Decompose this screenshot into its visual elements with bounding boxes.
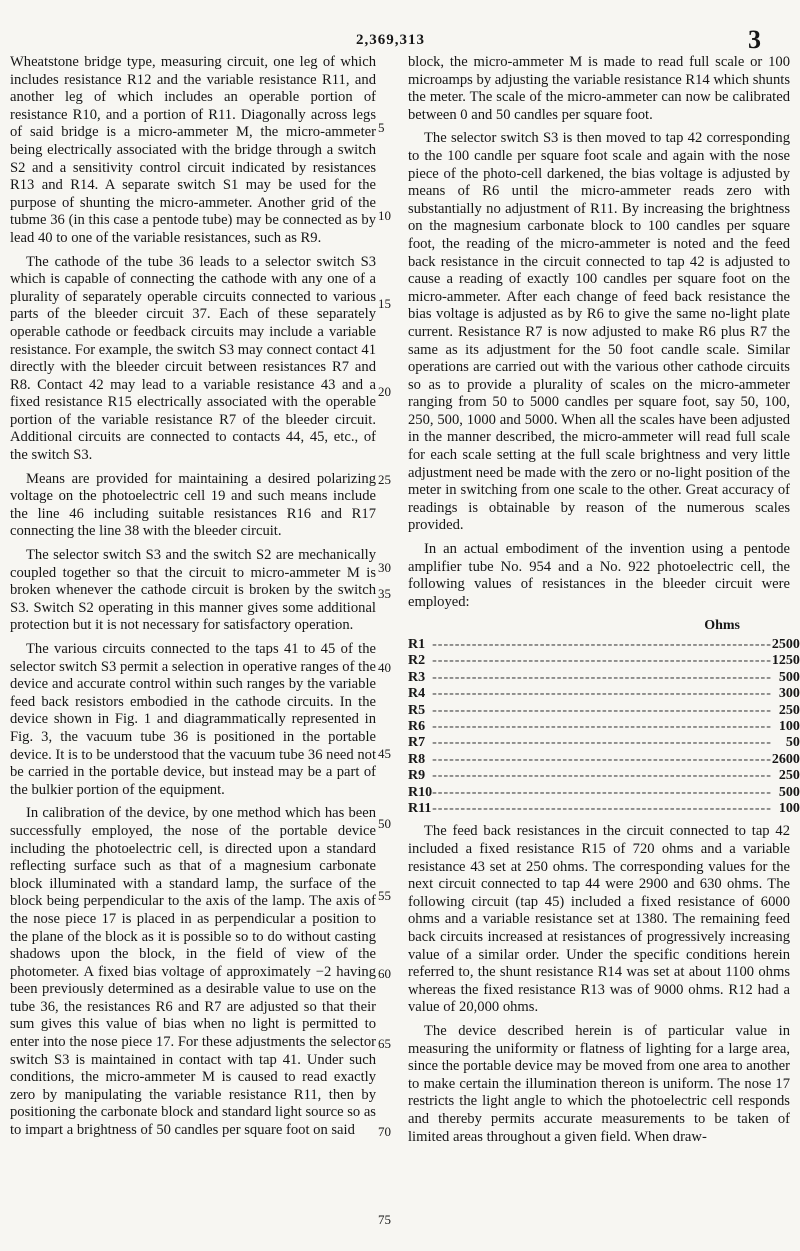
leader-dots: ------------------------------------------------------------ <box>432 653 772 669</box>
table-unit-header: Ohms <box>704 618 740 634</box>
resistor-name: R6 <box>408 719 426 735</box>
page-number: 3 <box>748 25 761 54</box>
line-number: 55 <box>378 888 391 903</box>
paragraph: Wheatstone bridge type, measuring circuit, one leg of which includes resistance R12 and the variable resistance R11, and another leg of which includes an operable portion of resistance R10, and a portion of R11. Diagonally across legs of said bridge is a micro-ammeter M, the micro-ammeter being electrically associated with the bridge through a switch S2 and a sensitivity control circuit indicated by resistances R13 and R14. A separate switch S1 may be used for the purpose of shunting the micro-ammeter. Another grid of the tubme 36 (in this case a pentode tube) may be connected as by lead 40 to one of the variable resistances, such as R9. <box>10 54 376 246</box>
leader-dots: ------------------------------------------------------------ <box>432 669 772 685</box>
page-header <box>0 25 797 54</box>
paragraph: The feed back resistances in the circuit connected to tap 42 included a fixed resistance R15 of 720 ohms and a variable resistance 43 set at 250 ohms. The corresponding values for the next circuit connected to tap 44 were 2900 and 630 ohms. The following circuit (tap 45) included a fixed resistance of 6000 ohms and a variable resistance set at 1380. The remaining feed back circuits increased at resistances of progressively increasing value of a similar order. Under the specific conditions herein referred to, the shunt resistance R14 was set at about 1100 ohms whereas the fixed resistance R13 was of 9000 ohms. R12 had a value of 20,000 ohms. <box>408 823 790 1016</box>
line-number: 25 <box>378 472 391 487</box>
line-number: 35 <box>378 586 391 601</box>
resistor-value: 2600 <box>771 751 800 767</box>
leader-dots: ------------------------------------------------------------ <box>432 735 772 751</box>
resistor-value: 50 <box>785 735 800 751</box>
line-number: 75 <box>378 1212 391 1227</box>
paragraph: The cathode of the tube 36 leads to a selector switch S3 which is capable of connecting the cathode with any one of a plurality of separately operable circuits connected to various parts of the bleeder circuit 37. Each of these separately operable cathode or feedback circuits may include a variable resistance. For example, the switch S3 may connect contact 41 directly with the bleeder circuit between resistances R7 and R8. Contact 42 may lead to a variable resistance 43 and a fixed resistance R15 electrically associated with the operable portion of the variable resistance R7 of the bleeder circuit. Additional circuits are connected to contacts 44, 45, etc., of the switch S3. <box>10 253 376 464</box>
resistor-name: R4 <box>408 686 426 702</box>
leader-dots: ------------------------------------------------------------ <box>432 686 772 702</box>
resistor-name: R3 <box>408 669 426 685</box>
table-row <box>408 637 800 653</box>
line-number: 40 <box>378 660 391 675</box>
resistor-value: 100 <box>778 719 800 735</box>
resistor-value: 300 <box>778 686 800 702</box>
table-row <box>408 768 800 784</box>
left-column <box>10 54 376 1146</box>
line-number: 5 <box>378 120 385 135</box>
line-number: 20 <box>378 384 391 399</box>
resistor-name: R8 <box>408 751 426 767</box>
leader-dots: ------------------------------------------------------------ <box>432 702 772 718</box>
resistor-name: R2 <box>408 653 426 669</box>
resistor-value: 100 <box>778 801 800 817</box>
table-row <box>408 703 800 719</box>
paragraph: The selector switch S3 is then moved to tap 42 corresponding to the 100 candle per square foot scale and again with the nose piece of the photo-cell darkened, the bias voltage is adjusted by means of R6 until the micro-ammeter reads zero with substantially no adjustment of R11. By increasing the brightness on the magnesium carbonate block to 100 candles per square foot, the reading of the micro-ammeter is noted and the feed back resistance in the circuit connected to tap 42 is adjusted to cause a reading of exactly 100 candles per square foot on the micro-ammeter. After each change of feed back resistance the bias voltage is adjusted as by R6 to give the same no-light plate current. Resistance R7 is now adjusted to make R6 plus R7 the same as its adjustment for the 50 foot candle scale. Similar operations are carried out with the various other cathode circuits so as to provide a plurality of scales on the micro-ammeter ranging from 50 to 5000 candles per square foot, say 50, 100, 250, 500, 1000 and 5000. When all the scales have been adjusted in the manner described, the micro-ammeter will read full scale for each scale setting at the full scale brightness and very little adjustment need be made with the zero or no-light position of the meter in switching from one scale to the other. Great accuracy of readings is obtainable by reason of the numerous scales provided. <box>408 130 790 534</box>
line-number: 65 <box>378 1036 391 1051</box>
table-row <box>408 801 800 817</box>
paragraph: In an actual embodiment of the invention using a pentode amplifier tube No. 954 and a No. 922 photoelectric cell, the following values of resistances in the bleeder circuit were employed: <box>408 541 790 610</box>
resistor-value: 1250 <box>771 653 800 669</box>
leader-dots: ------------------------------------------------------------ <box>432 801 772 817</box>
resistor-value: 2500 <box>771 637 800 652</box>
line-number: 15 <box>378 296 391 311</box>
resistor-name: R9 <box>408 768 426 784</box>
resistor-name: R10 <box>408 784 433 800</box>
table-row <box>408 785 800 801</box>
table-row <box>408 735 800 751</box>
leader-dots: ------------------------------------------------------------ <box>432 751 772 767</box>
line-number: 60 <box>378 966 391 981</box>
line-number: 50 <box>378 816 391 831</box>
table-row <box>408 670 800 686</box>
line-number: 30 <box>378 560 391 575</box>
paragraph: The various circuits connected to the taps 41 to 45 of the selector switch S3 permit a selection in operative ranges of the device and accurate control within such ranges by the variable feed back resistors embodied in the cathode circuits. In the device shown in Fig. 1 and diagrammatically represented in Fig. 3, the vacuum tube 36 is positioned in the portable device. It is to be understood that the vacuum tube 36 need not be carried in the portable device, but instead may be a part of the bulkier portion of the equipment. <box>10 641 376 798</box>
paragraph: The selector switch S3 and the switch S2 are mechanically coupled together so that the circuit to micro-ammeter M is broken whenever the cathode circuit is broken by the switch S3. Switch S2 operating in this manner gives some additional protection but it is not necessary for satisfactory operation. <box>10 547 376 634</box>
leader-dots: ------------------------------------------------------------ <box>432 637 772 652</box>
line-number: 45 <box>378 746 391 761</box>
line-number: 10 <box>378 208 391 223</box>
line-number: 70 <box>378 1124 391 1139</box>
table-row <box>408 653 800 669</box>
leader-dots: ------------------------------------------------------------ <box>432 784 772 800</box>
right-column <box>408 54 800 1152</box>
resistor-name: R1 <box>408 637 426 652</box>
resistor-value: 500 <box>778 669 800 685</box>
table-row <box>408 752 800 768</box>
resistance-table <box>408 637 800 817</box>
paragraph: Means are provided for maintaining a desired polarizing voltage on the photoelectric cell 19 and such means include the line 46 including suitable resistances R16 and R17 connecting the line 38 with the bleeder circuit. <box>10 470 376 540</box>
patent-number: 2,369,313 <box>356 32 425 48</box>
paragraph: In calibration of the device, by one method which has been successfully employed, the nose of the portable device including the photoelectric cell, is directed upon a standard reflecting surface such as that of a magnesium carbonate block illuminated with a standard lamp, the surface of the block being perpendicular to the axis of the lamp. The axis of the nose piece 17 is placed in as perpendicular a position to the plane of the block as it is possible so to do without casting shadows upon the block, in the field of view of the photometer. A fixed bias voltage of approximately −2 having been previously determined as a desirable value to use on the tube 36, the resistances R6 and R7 are adjusted so that their sum gives this value of bias when no light is permitted to enter into the nose piece 17. For these adjustments the selector switch S3 is maintained in contact with tap 41. Under such conditions, the micro-ammeter M is caused to read exactly zero by manipulating the variable resistance R11, then by positioning the carbonate block and standard light source so as to impart a brightness of 50 candles per square foot on said <box>10 805 376 1139</box>
resistor-name: R7 <box>408 735 426 751</box>
table-row <box>408 719 800 735</box>
table-row <box>408 686 800 702</box>
resistor-value: 250 <box>778 768 800 784</box>
paragraph: The device described herein is of particular value in measuring the uniformity or flatness of lighting for a large area, since the portable device may be moved from one area to another to make certain the illumination thereon is uniform. The nose 17 restricts the light angle to which the photoelectric cell responds and thereby permits accurate measurements to be taken of limited areas throughout a given field. When draw- <box>408 1023 790 1145</box>
resistor-name: R5 <box>408 702 426 718</box>
resistor-name: R11 <box>408 801 432 817</box>
resistor-value: 500 <box>778 784 800 800</box>
leader-dots: ------------------------------------------------------------ <box>432 768 772 784</box>
resistor-value: 250 <box>778 702 800 718</box>
paragraph: block, the micro-ammeter M is made to read full scale or 100 microamps by adjusting the variable resistance R14 which shunts the meter. The scale of the micro-ammeter can now be calibrated between 0 and 50 candles per square foot. <box>408 54 790 123</box>
leader-dots: ------------------------------------------------------------ <box>432 719 772 735</box>
